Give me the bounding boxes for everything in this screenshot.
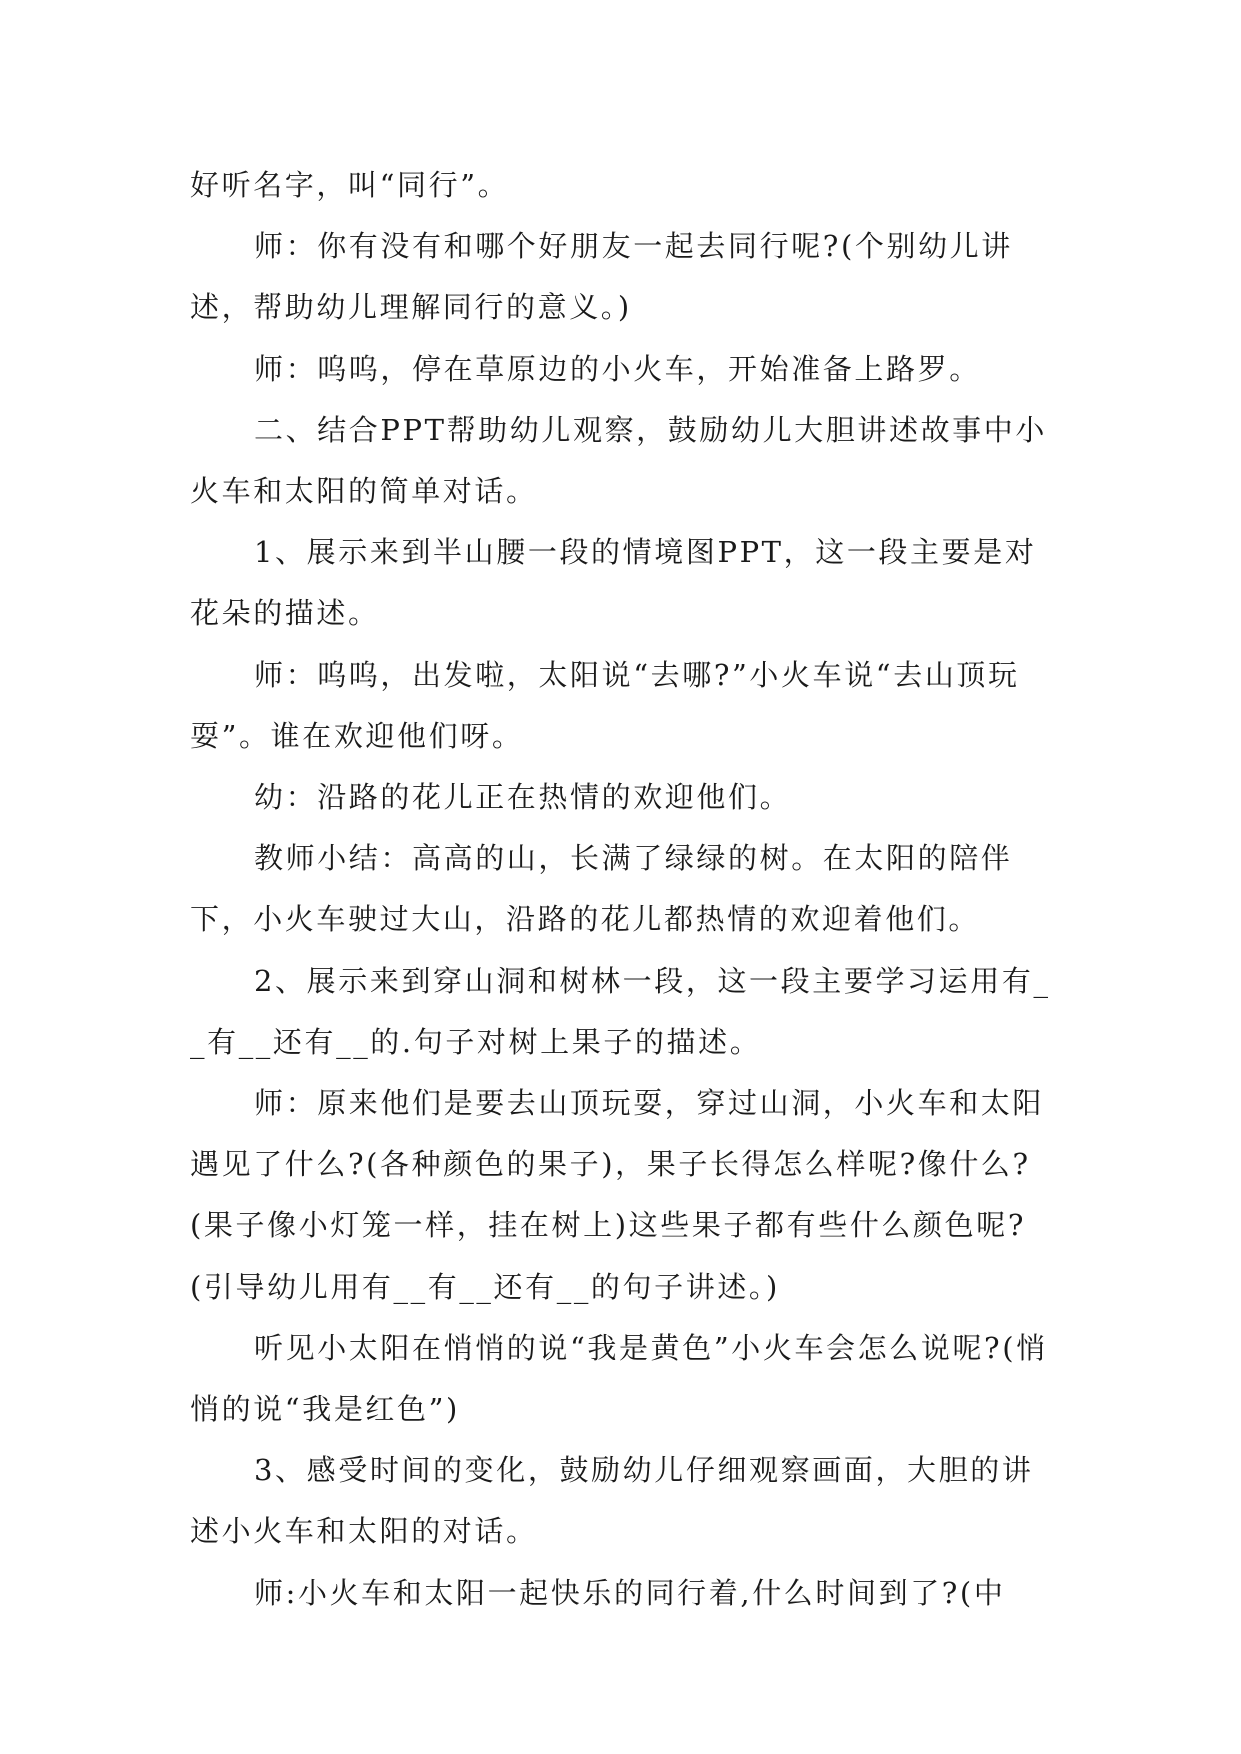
- section-heading: 二、结合PPT帮助幼儿观察，鼓励幼儿大胆讲述故事中小火车和太阳的简单对话。: [190, 412, 1047, 509]
- document-body: [190, 155, 1054, 1624]
- paragraph: 师：原来他们是要去山顶玩耍，穿过山洞，小火车和太阳遇见了什么?(各种颜色的果子)，果子长得怎么样呢?像什么?(果子像小灯笼一样，挂在树上)这些果子都有些什么颜色呢?(引导幼儿用有__有__还有__的句子讲述。): [190, 1086, 1045, 1304]
- paragraph: 师：呜呜，停在草原边的小火车，开始准备上路罗。: [254, 351, 981, 386]
- paragraph: 幼：沿路的花儿正在热情的欢迎他们。: [254, 780, 792, 815]
- paragraph: 2、展示来到穿山洞和树林一段，这一段主要学习运用有__有__还有__的.句子对树上果子的描述。: [190, 963, 1051, 1059]
- paragraph: 3、感受时间的变化，鼓励幼儿仔细观察画面，大胆的讲述小火车和太阳的对话。: [190, 1453, 1034, 1549]
- paragraph: 好听名字，叫“同行”。: [190, 168, 510, 202]
- paragraph: 1、展示来到半山腰一段的情境图PPT，这一段主要是对花朵的描述。: [190, 535, 1037, 631]
- paragraph: 听见小太阳在悄悄的说“我是黄色”小火车会怎么说呢?(悄悄的说“我是红色”): [190, 1330, 1048, 1427]
- paragraph: 教师小结：高高的山，长满了绿绿的树。在太阳的陪伴下，小火车驶过大山，沿路的花儿都热情的欢迎着他们。: [190, 841, 1013, 937]
- paragraph: 师：你有没有和哪个好朋友一起去同行呢?(个别幼儿讲述，帮助幼儿理解同行的意义。): [190, 229, 1013, 325]
- paragraph: 师:小火车和太阳一起快乐的同行着,什么时间到了?(中: [254, 1575, 1006, 1610]
- paragraph: 师：呜呜，出发啦，太阳说“去哪?”小火车说“去山顶玩耍”。谁在欢迎他们呀。: [190, 657, 1020, 753]
